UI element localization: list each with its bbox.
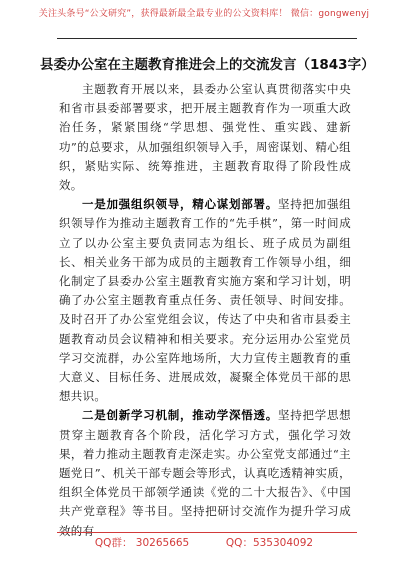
paragraph-text: 坚持把加强组织领导作为推动主题教育工作的“先手棋”，第一时间成立了以办公室主要负责同志为组长、班子成员为副组长、相关业务干部为成员的主题教育工作领导小组，细化制定了县委办公室主题教育实施方案和学习计划，明确了办公室主题教育重点任务、责任领导、时间安排。及时召开了办公室党组会议，传达了中央和省市县委主题教育动员会议精神和相关要求。充分运用办公室党员学习交流群，办公室阵地场所，大力宣传主题教育的重大意义、目标任务、进展成效，凝聚全体党员干部的思想共识。 xyxy=(59,197,351,404)
paragraph-two xyxy=(59,406,351,540)
footer-divider xyxy=(57,532,357,533)
footer xyxy=(0,535,408,550)
header-divider xyxy=(57,38,357,39)
header-banner: 关注头条号“公文研究”，获得最新最全最专业的公文资料库！ 微信：gongwenyj xyxy=(38,9,370,19)
footer-qq-group: QQ群： 30265665 xyxy=(94,537,190,549)
document-title: 县委办公室在主题教育推进会上的交流发言（1843字） xyxy=(40,57,375,73)
paragraph-text: 主题教育开展以来，县委办公室认真贯彻落实中央和省市县委部署要求，把开展主题教育作为一项重大政治任务，紧紧围绕“学思想、强党性、重实践、建新功”的总要求，从加强组织领导入手，周密谋划、精心组织，紧贴实际、统筹推进，主题教育取得了阶段性成效。 xyxy=(59,82,351,193)
paragraph-lead: 一是加强组织领导，精心谋划部署。 xyxy=(82,197,278,212)
paragraph-intro xyxy=(59,80,351,195)
paragraph-text: 坚持把学思想贯穿主题教育各个阶段，活化学习方式，强化学习效果，着力推动主题教育走深走实。办公室党支部通过“主题党日”、机关干部专题会等形式，认真吃透精神实质，组织全体党员干部领学通读《党的二十大报告》、《中国共产党章程》等书目。坚持把研讨交流作为提升学习成效的有 xyxy=(59,408,351,538)
footer-qq: QQ：535304092 xyxy=(225,537,314,549)
paragraph-one xyxy=(59,195,351,406)
document-body xyxy=(59,80,351,541)
paragraph-lead: 二是创新学习机制，推动学深悟透。 xyxy=(82,408,278,423)
